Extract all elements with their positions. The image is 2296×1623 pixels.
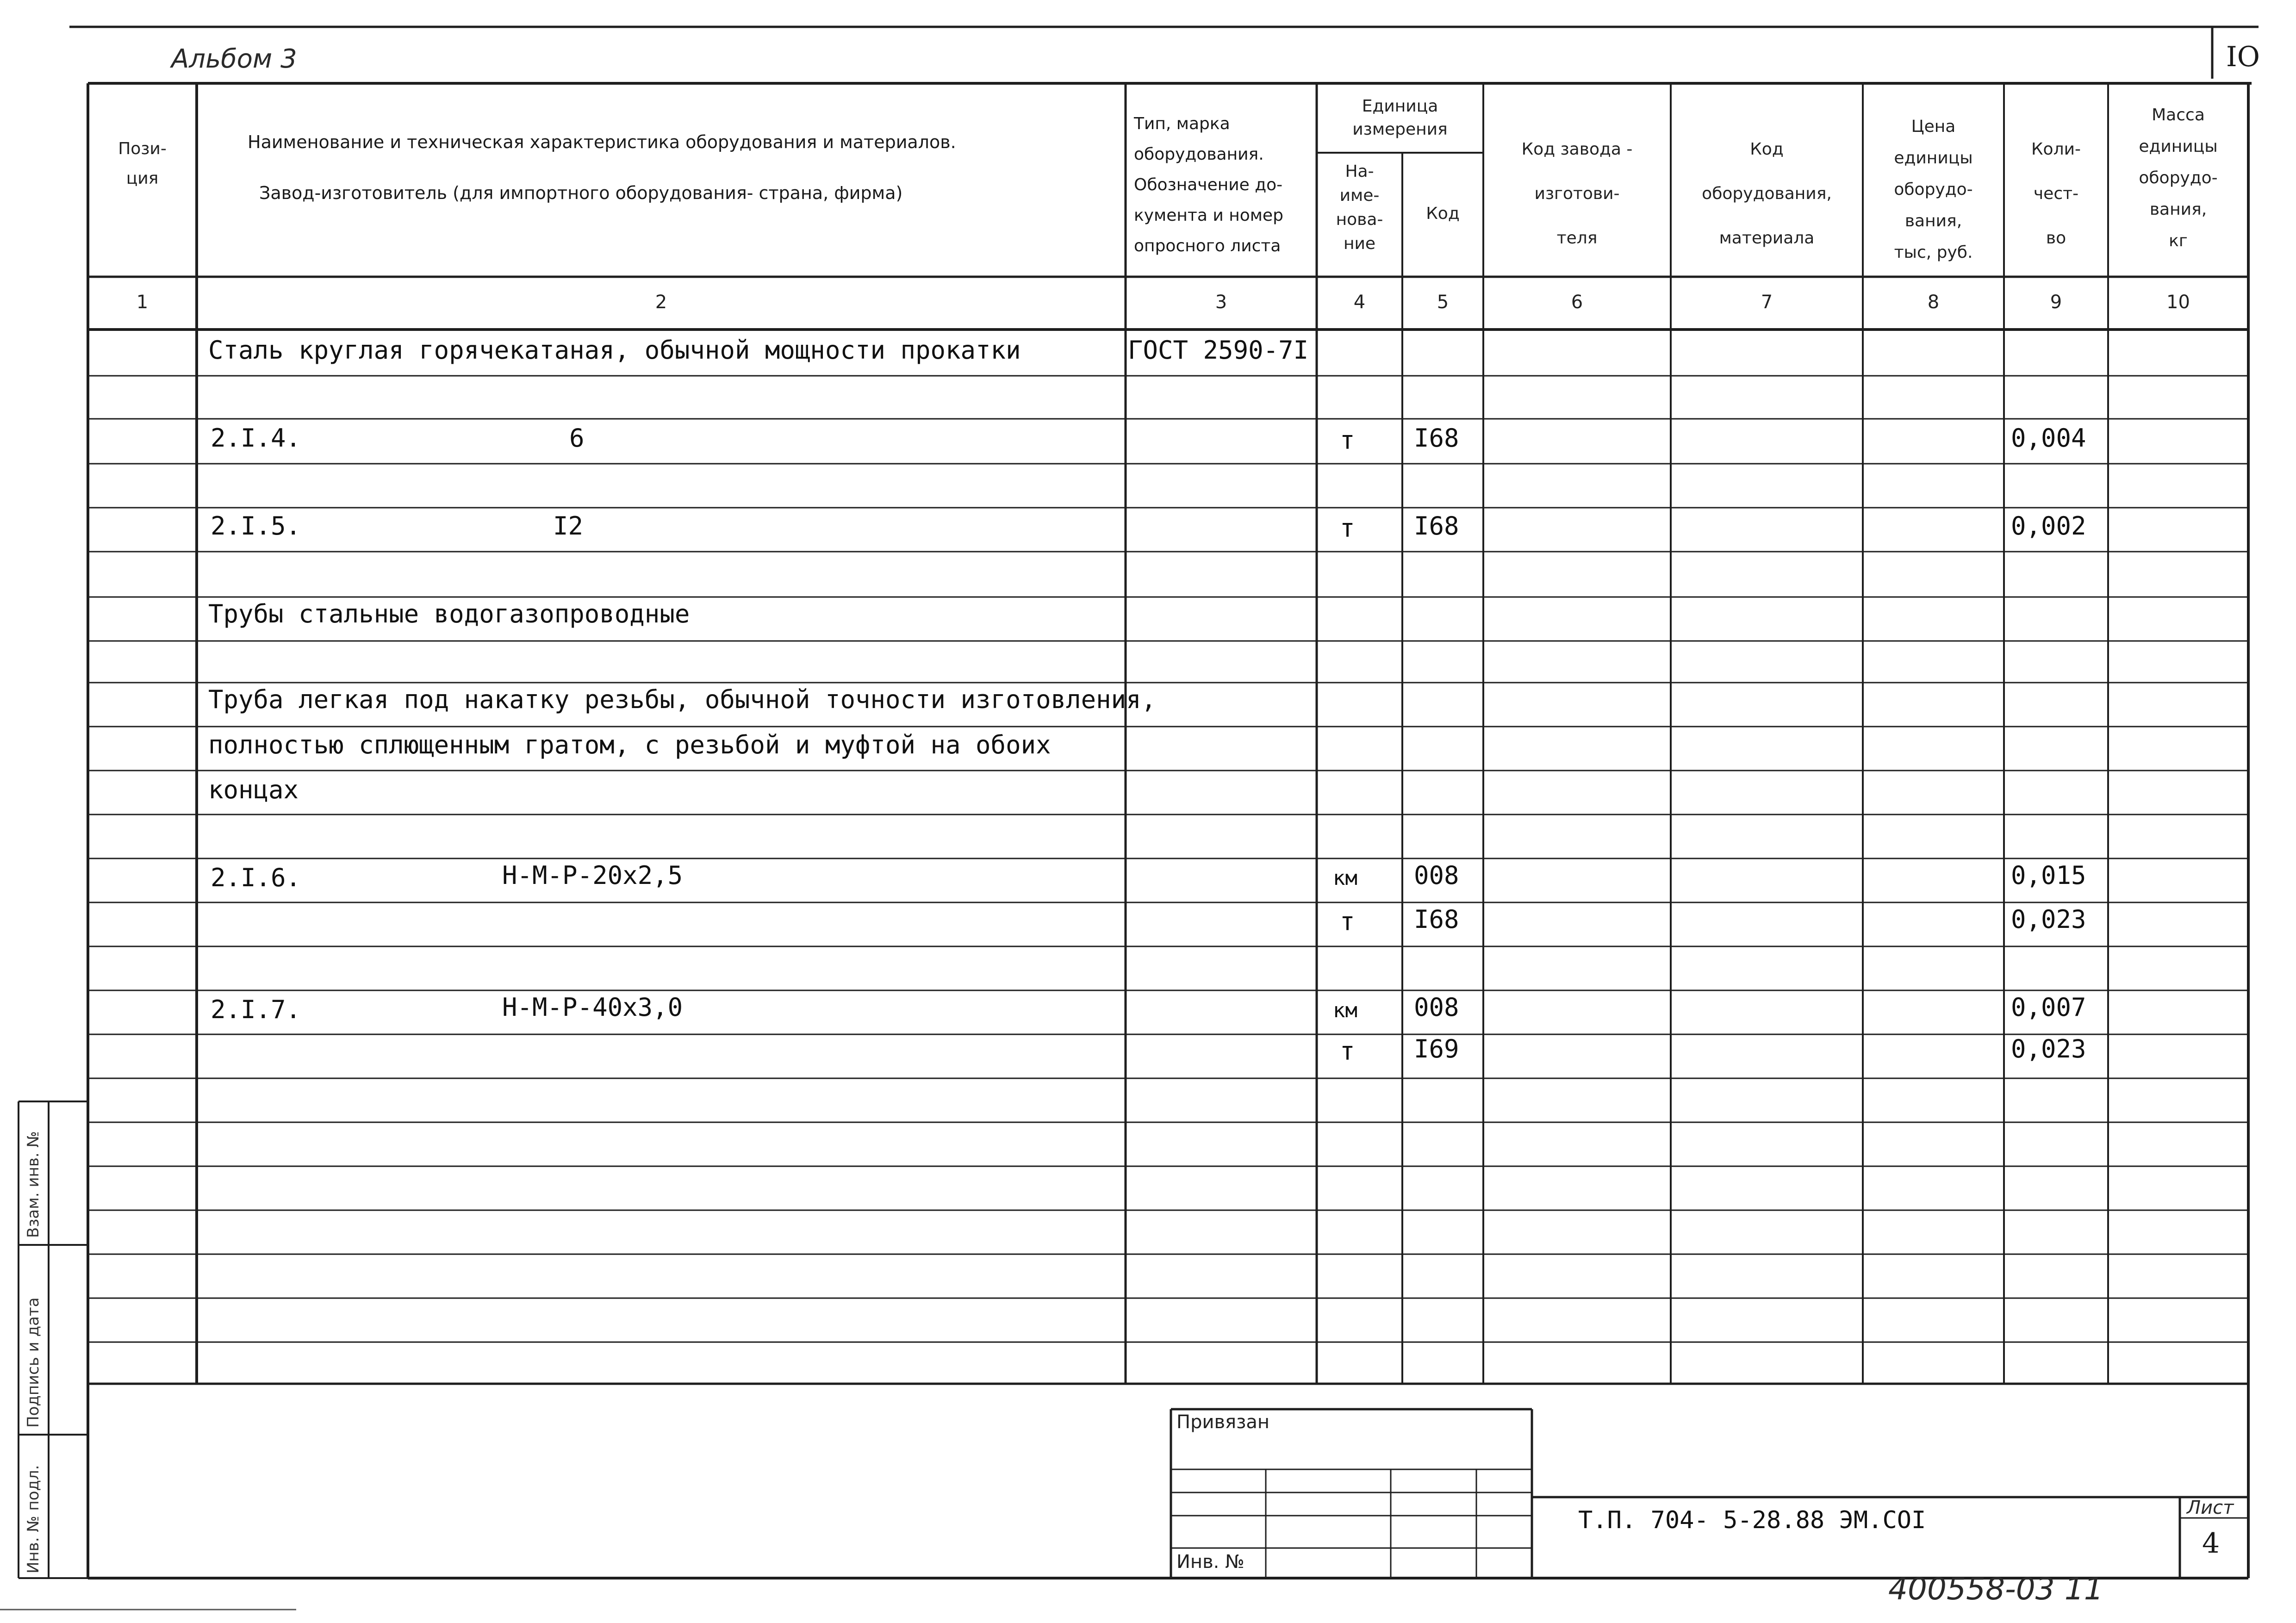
row-2-1-6-unit-code: 008 xyxy=(1414,861,1459,890)
stamp-attached-label: Привязан xyxy=(1176,1412,1270,1433)
header-unit-code: Код xyxy=(1426,204,1460,223)
col-num-5: 5 xyxy=(1437,292,1449,313)
row-2-1-7-spec: Н-М-Р-40х3,0 xyxy=(502,993,683,1022)
margin-signature-date-label: Подпись и дата xyxy=(24,1297,43,1428)
row-2-1-5-unit-code: I68 xyxy=(1414,511,1459,541)
row-2-1-6-quantity: 0,015 xyxy=(2011,861,2086,890)
row-2-1-4-unit: т xyxy=(1340,426,1355,455)
row-2-1-7-unit-code: 008 xyxy=(1414,993,1459,1022)
col-num-2: 2 xyxy=(655,292,667,313)
col-num-1: 1 xyxy=(136,292,149,313)
row-2-1-6-mass-unit: т xyxy=(1340,907,1355,936)
header-unit-name: На- име- нова- ние xyxy=(1336,162,1383,253)
header-unit-group: Единица измерения xyxy=(1352,97,1448,139)
row-2-1-5-position: 2.I.5. xyxy=(211,511,301,541)
row-2-1-6-mass-unit-code: I68 xyxy=(1414,905,1459,934)
row-2-1-7-position: 2.I.7. xyxy=(211,995,301,1024)
row-2-1-7-unit: км xyxy=(1333,999,1357,1022)
row-steel-standard: ГОСТ 2590-7I xyxy=(1128,336,1309,365)
row-2-1-5-quantity: 0,002 xyxy=(2011,511,2086,541)
col-num-3: 3 xyxy=(1215,292,1227,313)
row-2-1-6-mass-quantity: 0,023 xyxy=(2011,905,2086,934)
row-2-1-7-quantity: 0,007 xyxy=(2011,993,2086,1022)
col-num-4: 4 xyxy=(1353,292,1366,313)
header-mass: Масса единицы оборудо- вания, кг xyxy=(2139,106,2218,250)
header-price: Цена единицы оборудо- вания, тыс, руб. xyxy=(1894,117,1973,262)
row-2-1-7-mass-unit: т xyxy=(1340,1037,1355,1066)
page-number: IO xyxy=(2226,41,2260,73)
row-steel-name: Сталь круглая горячекатаная, обычной мощности прокатки xyxy=(208,336,1021,365)
row-2-1-4-unit-code: I68 xyxy=(1414,423,1459,453)
row-2-1-4-quantity: 0,004 xyxy=(2011,423,2086,453)
row-2-1-7-mass-quantity: 0,023 xyxy=(2011,1034,2086,1063)
row-pipe-desc-line2: полностью сплющенным гратом, с резьбой и муфтой на обоих xyxy=(208,730,1051,759)
row-pipe-desc-line3: концах xyxy=(208,775,299,804)
col-num-8: 8 xyxy=(1927,292,1940,313)
header-name-line2: Завод-изготовитель (для импортного оборудования- страна, фирма) xyxy=(259,183,903,203)
col-num-7: 7 xyxy=(1761,292,1773,313)
stamp-sheet-number: 4 xyxy=(2202,1527,2220,1560)
row-2-1-7-mass-unit-code: I69 xyxy=(1414,1034,1459,1063)
col-num-9: 9 xyxy=(2050,292,2062,313)
header-name-line1: Наименование и техническая характеристика оборудования и материалов. xyxy=(248,132,956,152)
col-num-6: 6 xyxy=(1571,292,1583,313)
stamp-document-code: Т.П. 704- 5-28.88 ЭМ.СОI xyxy=(1578,1506,1926,1534)
header-equipment-code: Код оборудования, материала xyxy=(1702,140,1832,248)
row-2-1-6-spec: Н-М-Р-20х2,5 xyxy=(502,861,683,890)
header-factory-code: Код завода - изготови- теля xyxy=(1521,140,1633,248)
header-position: Пози- ция xyxy=(118,139,167,188)
header-quantity: Коли- чест- во xyxy=(2031,140,2081,248)
album-label: Альбом 3 xyxy=(171,44,297,74)
footer-archive-number: 400558-03 11 xyxy=(1888,1571,2103,1607)
row-2-1-4-position: 2.I.4. xyxy=(211,423,301,453)
row-2-1-5-unit: т xyxy=(1340,514,1355,543)
stamp-inventory-label: Инв. № xyxy=(1176,1551,1244,1573)
row-pipe-desc-line1: Труба легкая под накатку резьбы, обычной точности изготовления, xyxy=(208,685,1157,714)
row-2-1-6-position: 2.I.6. xyxy=(211,863,301,892)
row-2-1-4-size: 6 xyxy=(569,423,585,453)
stamp-sheet-label: Лист xyxy=(2187,1497,2234,1518)
header-type: Тип, марка оборудования. Обозначение до- кумента и номер опросного листа xyxy=(1134,114,1283,255)
row-pipes-heading: Трубы стальные водогазопроводные xyxy=(208,599,690,628)
col-num-10: 10 xyxy=(2166,292,2190,313)
margin-replaced-inventory-label: Взам. инв. № xyxy=(24,1131,43,1238)
row-2-1-6-unit: км xyxy=(1333,866,1357,890)
row-2-1-5-size: I2 xyxy=(553,511,584,541)
margin-original-inventory-label: Инв. № подл. xyxy=(24,1465,43,1573)
